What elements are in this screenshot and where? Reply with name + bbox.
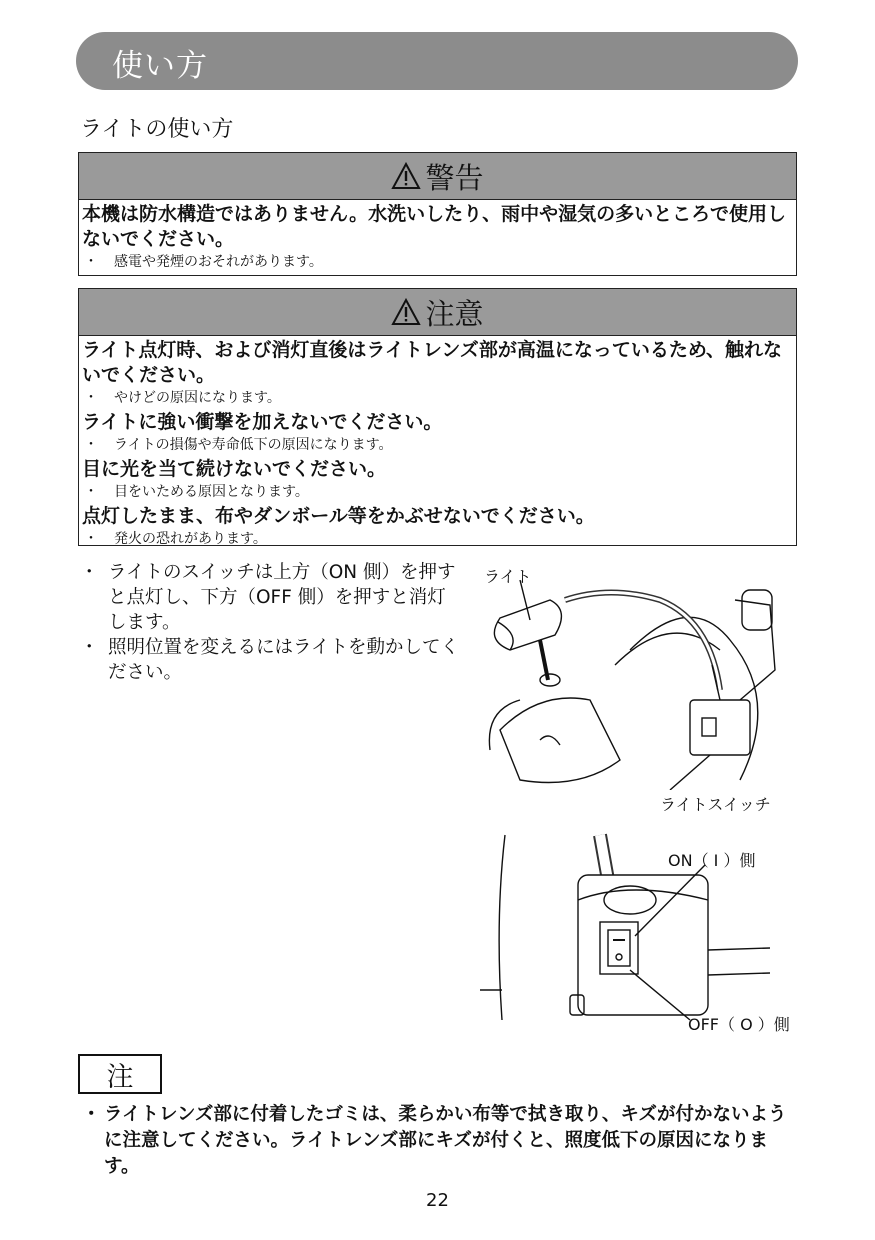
on-side-label: ON（ I ）側 (668, 851, 756, 870)
caution-item-main: 目に光を当て続けないでください。 (82, 458, 387, 480)
section-title: ライトの使い方 (80, 117, 234, 142)
caution-header (79, 289, 796, 336)
list-item: ・ 照明位置を変えるにはライトを動かしてください。 (80, 637, 459, 683)
warning-box (78, 152, 797, 276)
chapter-title: 使い方 (112, 48, 208, 84)
chapter-header (76, 32, 798, 90)
warning-triangle-icon (391, 298, 421, 326)
note-heading: 注 (106, 1061, 134, 1093)
warning-heading: 警告 (425, 160, 484, 195)
saw-light-illustration (480, 580, 790, 790)
light-switch-label: ライトスイッチ (660, 795, 771, 814)
caution-item-main: ライトに強い衝撃を加えないでください。 (82, 411, 443, 433)
warning-sub-text: ・ 感電や発煙のおそれがあります。 (84, 254, 323, 270)
caution-item-sub: ・ やけどの原因になります。 (84, 390, 281, 406)
note-text (80, 1102, 800, 1180)
caution-box (78, 288, 797, 546)
off-side-label: OFF（ O ）側 (688, 1015, 790, 1034)
list-item: ・ ライトレンズ部に付着したゴミは、柔らかい布等で拭き取り、キズが付かないように注意してください。ライトレンズ部にキズが付くと、照度低下の原因になります。 (82, 1104, 787, 1177)
warning-header (79, 153, 796, 200)
note-heading-box (78, 1054, 162, 1094)
caution-item-main: ライト点灯時、および消灯直後はライトレンズ部が高温になっているため、触れないでください。 (82, 339, 783, 386)
warning-triangle-icon (391, 162, 421, 190)
caution-item-sub: ・ ライトの損傷や寿命低下の原因になります。 (84, 437, 393, 453)
caution-heading: 注意 (425, 296, 484, 331)
caution-item-sub: ・ 発火の恐れがあります。 (84, 531, 267, 547)
caution-item-main: 点灯したまま、布やダンボール等をかぶせないでください。 (82, 505, 595, 527)
instruction-list (78, 560, 463, 685)
warning-main-text: 本機は防水構造ではありません。水洗いしたり、雨中や湿気の多いところで使用しないでください。 (82, 203, 786, 250)
page-number: 22 (426, 1190, 449, 1211)
caution-item-sub: ・ 目をいためる原因となります。 (84, 484, 309, 500)
list-item: ・ ライトのスイッチは上方（ON 側）を押すと点灯し、下方（OFF 側）を押すと消灯します。 (80, 562, 456, 633)
light-label: ライト (484, 567, 532, 586)
